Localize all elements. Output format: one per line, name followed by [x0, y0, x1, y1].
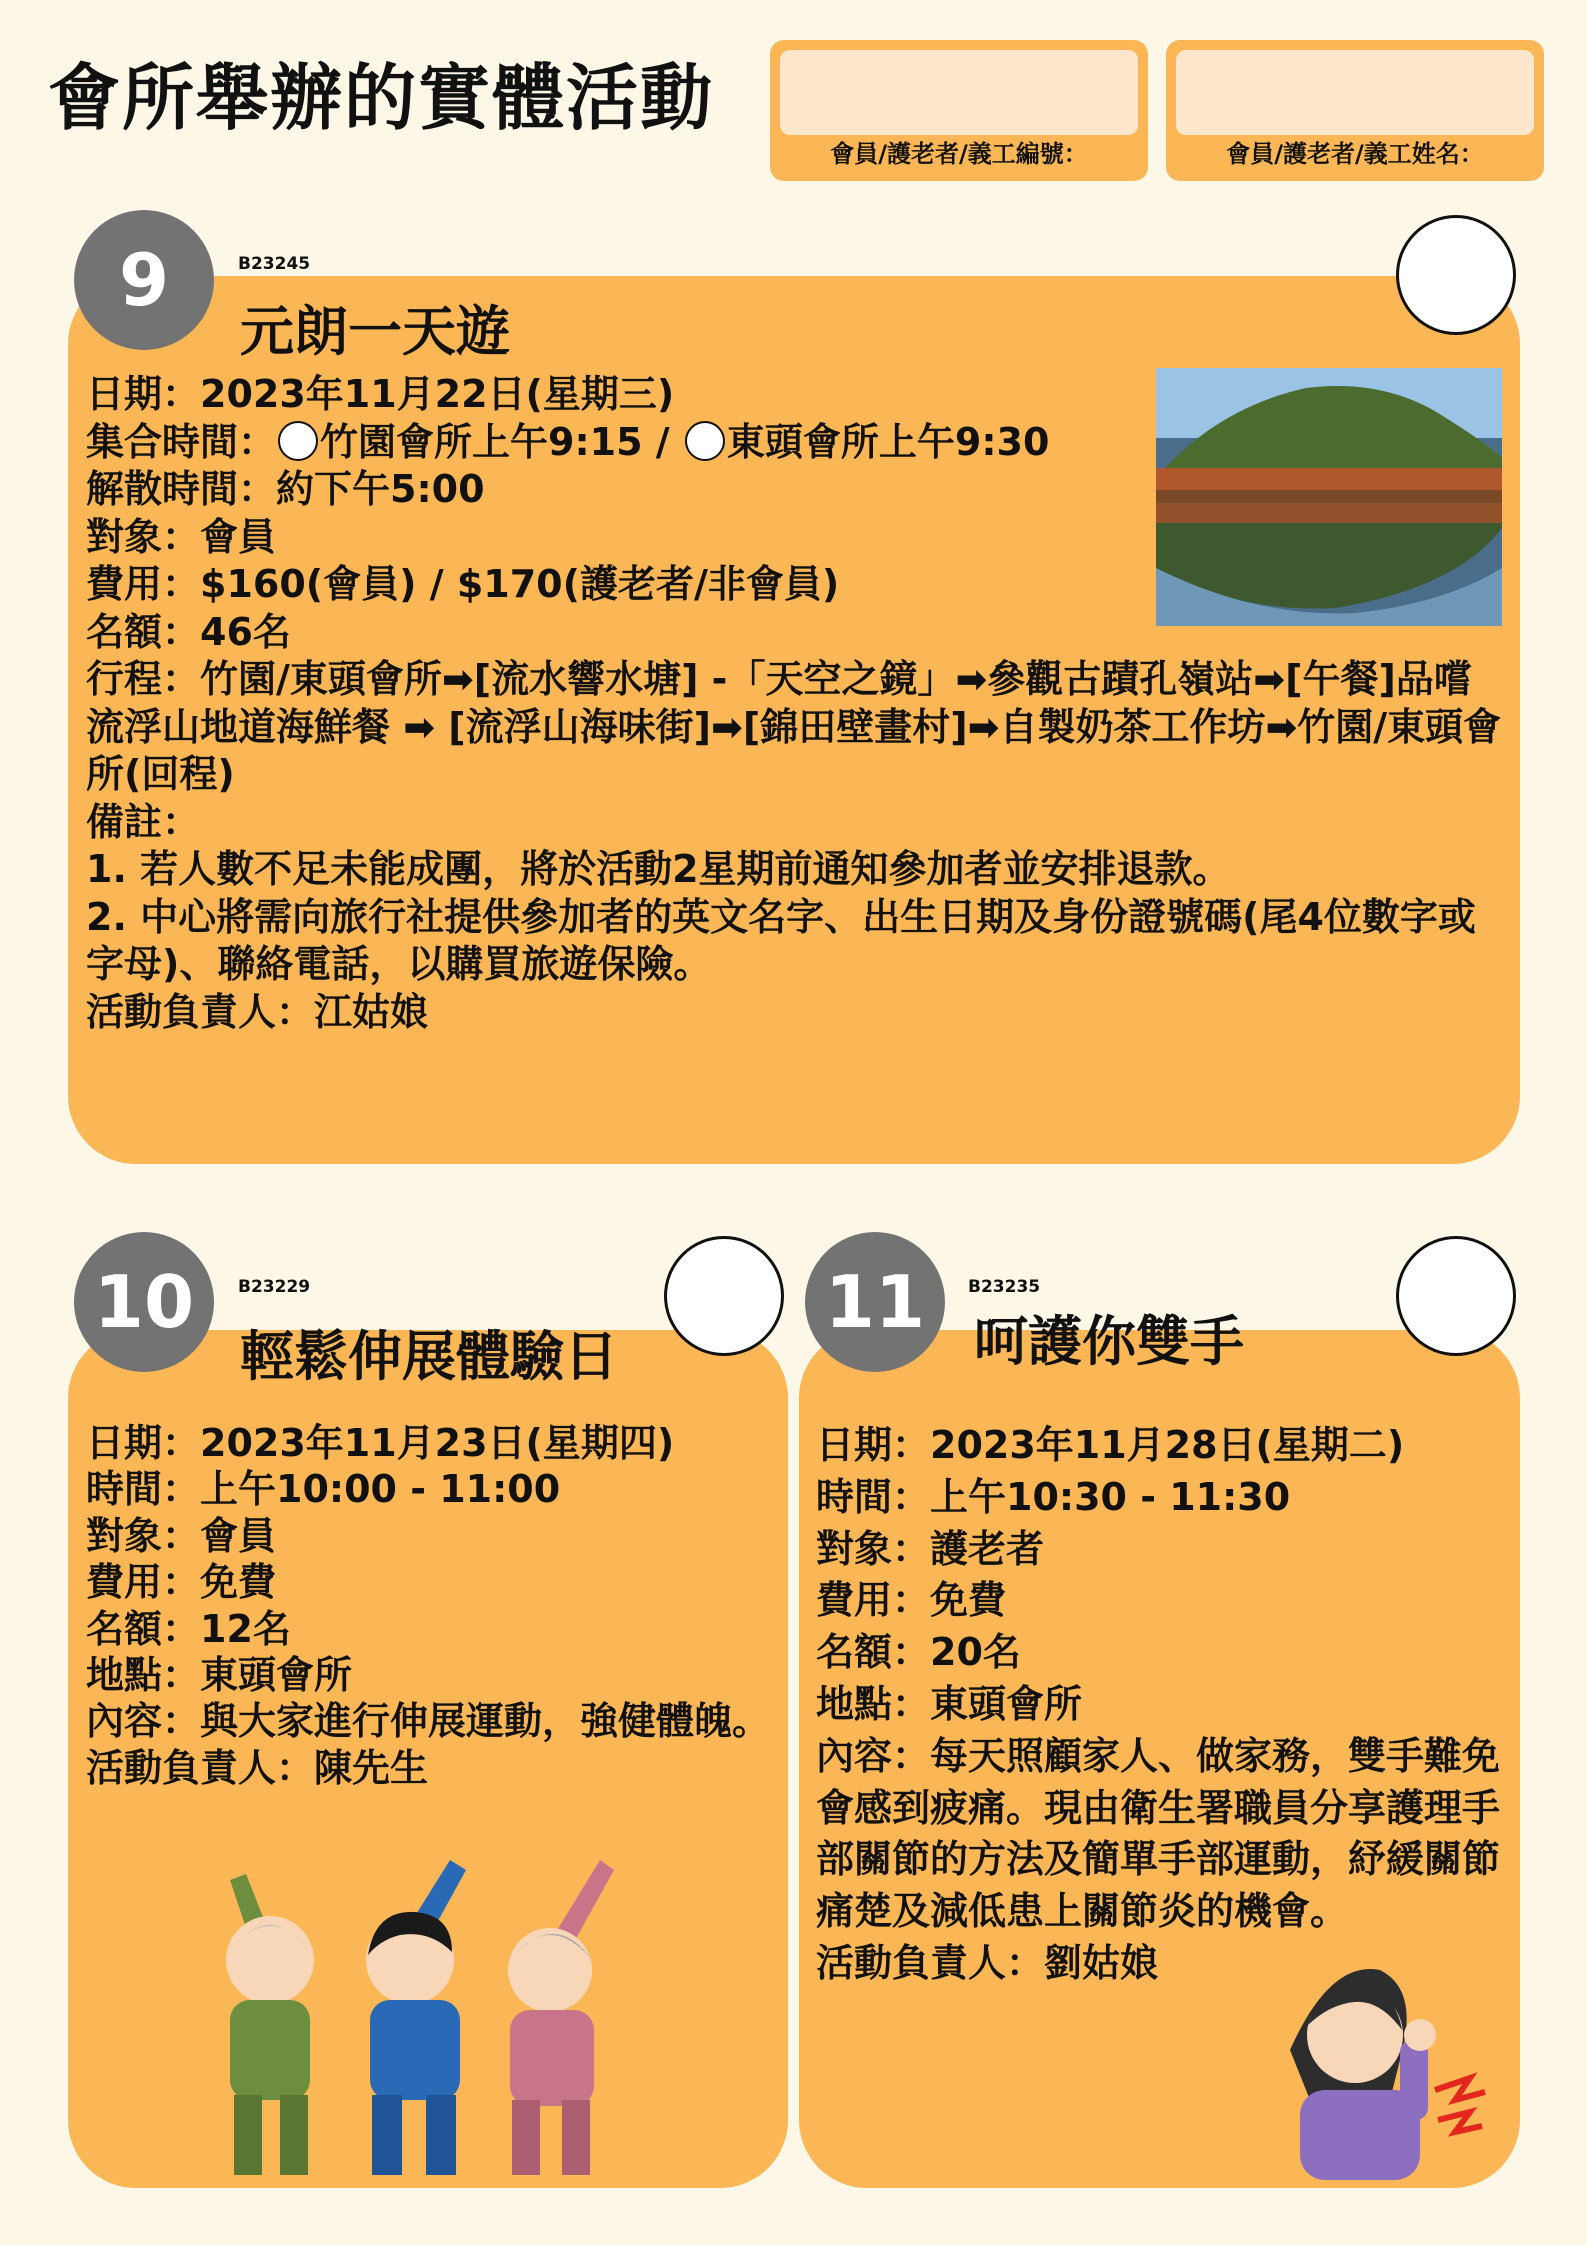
activity-details-10	[86, 1420, 776, 1791]
figure-green	[226, 1874, 314, 2175]
option-radio[interactable]	[685, 421, 725, 461]
member-number-box	[770, 40, 1148, 181]
venue-line: 地點：東頭會所	[86, 1653, 353, 1698]
member-name-label: 會員/護老者/義工姓名：	[1226, 140, 1484, 168]
date-line: 日期：2023年11月23日(星期四)	[86, 1421, 675, 1465]
itinerary-line: 行程：竹園/東頭會所➡[流水響水塘] -「天空之鏡」➡參觀古蹟孔嶺站➡[午餐]品嚐流浮山地道海鮮餐 ➡ [流浮山海味街]➡[錦田壁畫村]➡自製奶茶工作坊➡竹園/東頭會所(回程)	[86, 657, 1502, 796]
activity-itinerary-9	[86, 656, 1506, 1036]
date-line: 日期：2023年11月28日(星期二)	[816, 1423, 1405, 1467]
staff-line: 活動負責人：江姑娘	[86, 989, 429, 1034]
stretching-seniors-illustration	[200, 1860, 720, 2180]
content-line: 內容：每天照顧家人、做家務，雙手難免會感到疲痛。現由衛生署職員分享護理手部關節的方法及簡單手部運動，紓緩關節痛楚及減低患上關節炎的機會。	[816, 1733, 1501, 1934]
remarks-heading: 備註：	[86, 799, 201, 844]
fee-line: 費用：免費	[86, 1560, 277, 1605]
target-line: 對象：護老者	[816, 1526, 1045, 1571]
activity-number-badge: 11	[805, 1232, 945, 1372]
staff-line: 活動負責人：劉姑娘	[816, 1940, 1159, 1985]
fee-line: 費用：免費	[816, 1578, 1007, 1623]
option-radio[interactable]	[278, 421, 318, 461]
fee-line: 費用：$160(會員) / $170(護老者/非會員)	[86, 562, 840, 606]
date-line: 日期：2023年11月22日(星期三)	[86, 372, 675, 416]
dismiss-line: 解散時間：約下午5:00	[86, 467, 485, 511]
quota-line: 名額：46名	[86, 609, 291, 654]
activity-code: B23229	[238, 1277, 311, 1297]
select-circle-10[interactable]	[664, 1236, 784, 1356]
activity-number-badge: 10	[74, 1232, 214, 1372]
target-line: 對象：會員	[86, 514, 277, 559]
time-line: 時間：上午10:00 - 11:00	[86, 1467, 561, 1512]
member-number-label: 會員/護老者/義工編號：	[830, 140, 1088, 168]
member-name-box	[1166, 40, 1544, 181]
quota-line: 名額：12名	[86, 1606, 291, 1651]
time-line: 時間：上午10:30 - 11:30	[816, 1474, 1291, 1519]
figure-blue	[366, 1860, 466, 2175]
page-title: 會所舉辦的實體活動	[48, 56, 715, 140]
select-circle-11[interactable]	[1396, 1236, 1516, 1356]
target-line: 對象：會員	[86, 1513, 277, 1558]
activity-details-11	[816, 1420, 1506, 1990]
activity-code: B23245	[238, 254, 311, 274]
activity-title: 元朗一天遊	[240, 300, 510, 363]
venue-line: 地點：東頭會所	[816, 1681, 1083, 1726]
quota-line: 名額：20名	[816, 1630, 1021, 1675]
sore-hand-illustration	[1270, 1940, 1500, 2180]
activity-code: B23235	[968, 1277, 1041, 1297]
figure-pink	[508, 1860, 614, 2175]
activity-title: 呵護你雙手	[974, 1310, 1244, 1373]
activity-details-9	[86, 371, 1156, 656]
activity-title: 輕鬆伸展體驗日	[240, 1325, 618, 1388]
select-circle-9[interactable]	[1396, 215, 1516, 335]
lake-photo	[1156, 368, 1502, 626]
content-line: 內容：與大家進行伸展運動，強健體魄。	[86, 1699, 771, 1744]
remark-1: 1. 若人數不足未能成團，將於活動2星期前通知參加者並安排退款。	[86, 847, 1231, 891]
member-name-field[interactable]	[1176, 50, 1534, 135]
remark-2: 2. 中心將需向旅行社提供參加者的英文名字、出生日期及身份證號碼(尾4位數字或字母)、聯絡電話，以購買旅遊保險。	[86, 894, 1476, 986]
meet-line: 集合時間： 竹園會所上午9:15 / 東頭會所上午9:30	[86, 419, 1050, 464]
staff-line: 活動負責人：陳先生	[86, 1745, 429, 1790]
activity-number-badge: 9	[74, 210, 214, 350]
member-number-field[interactable]	[780, 50, 1138, 135]
